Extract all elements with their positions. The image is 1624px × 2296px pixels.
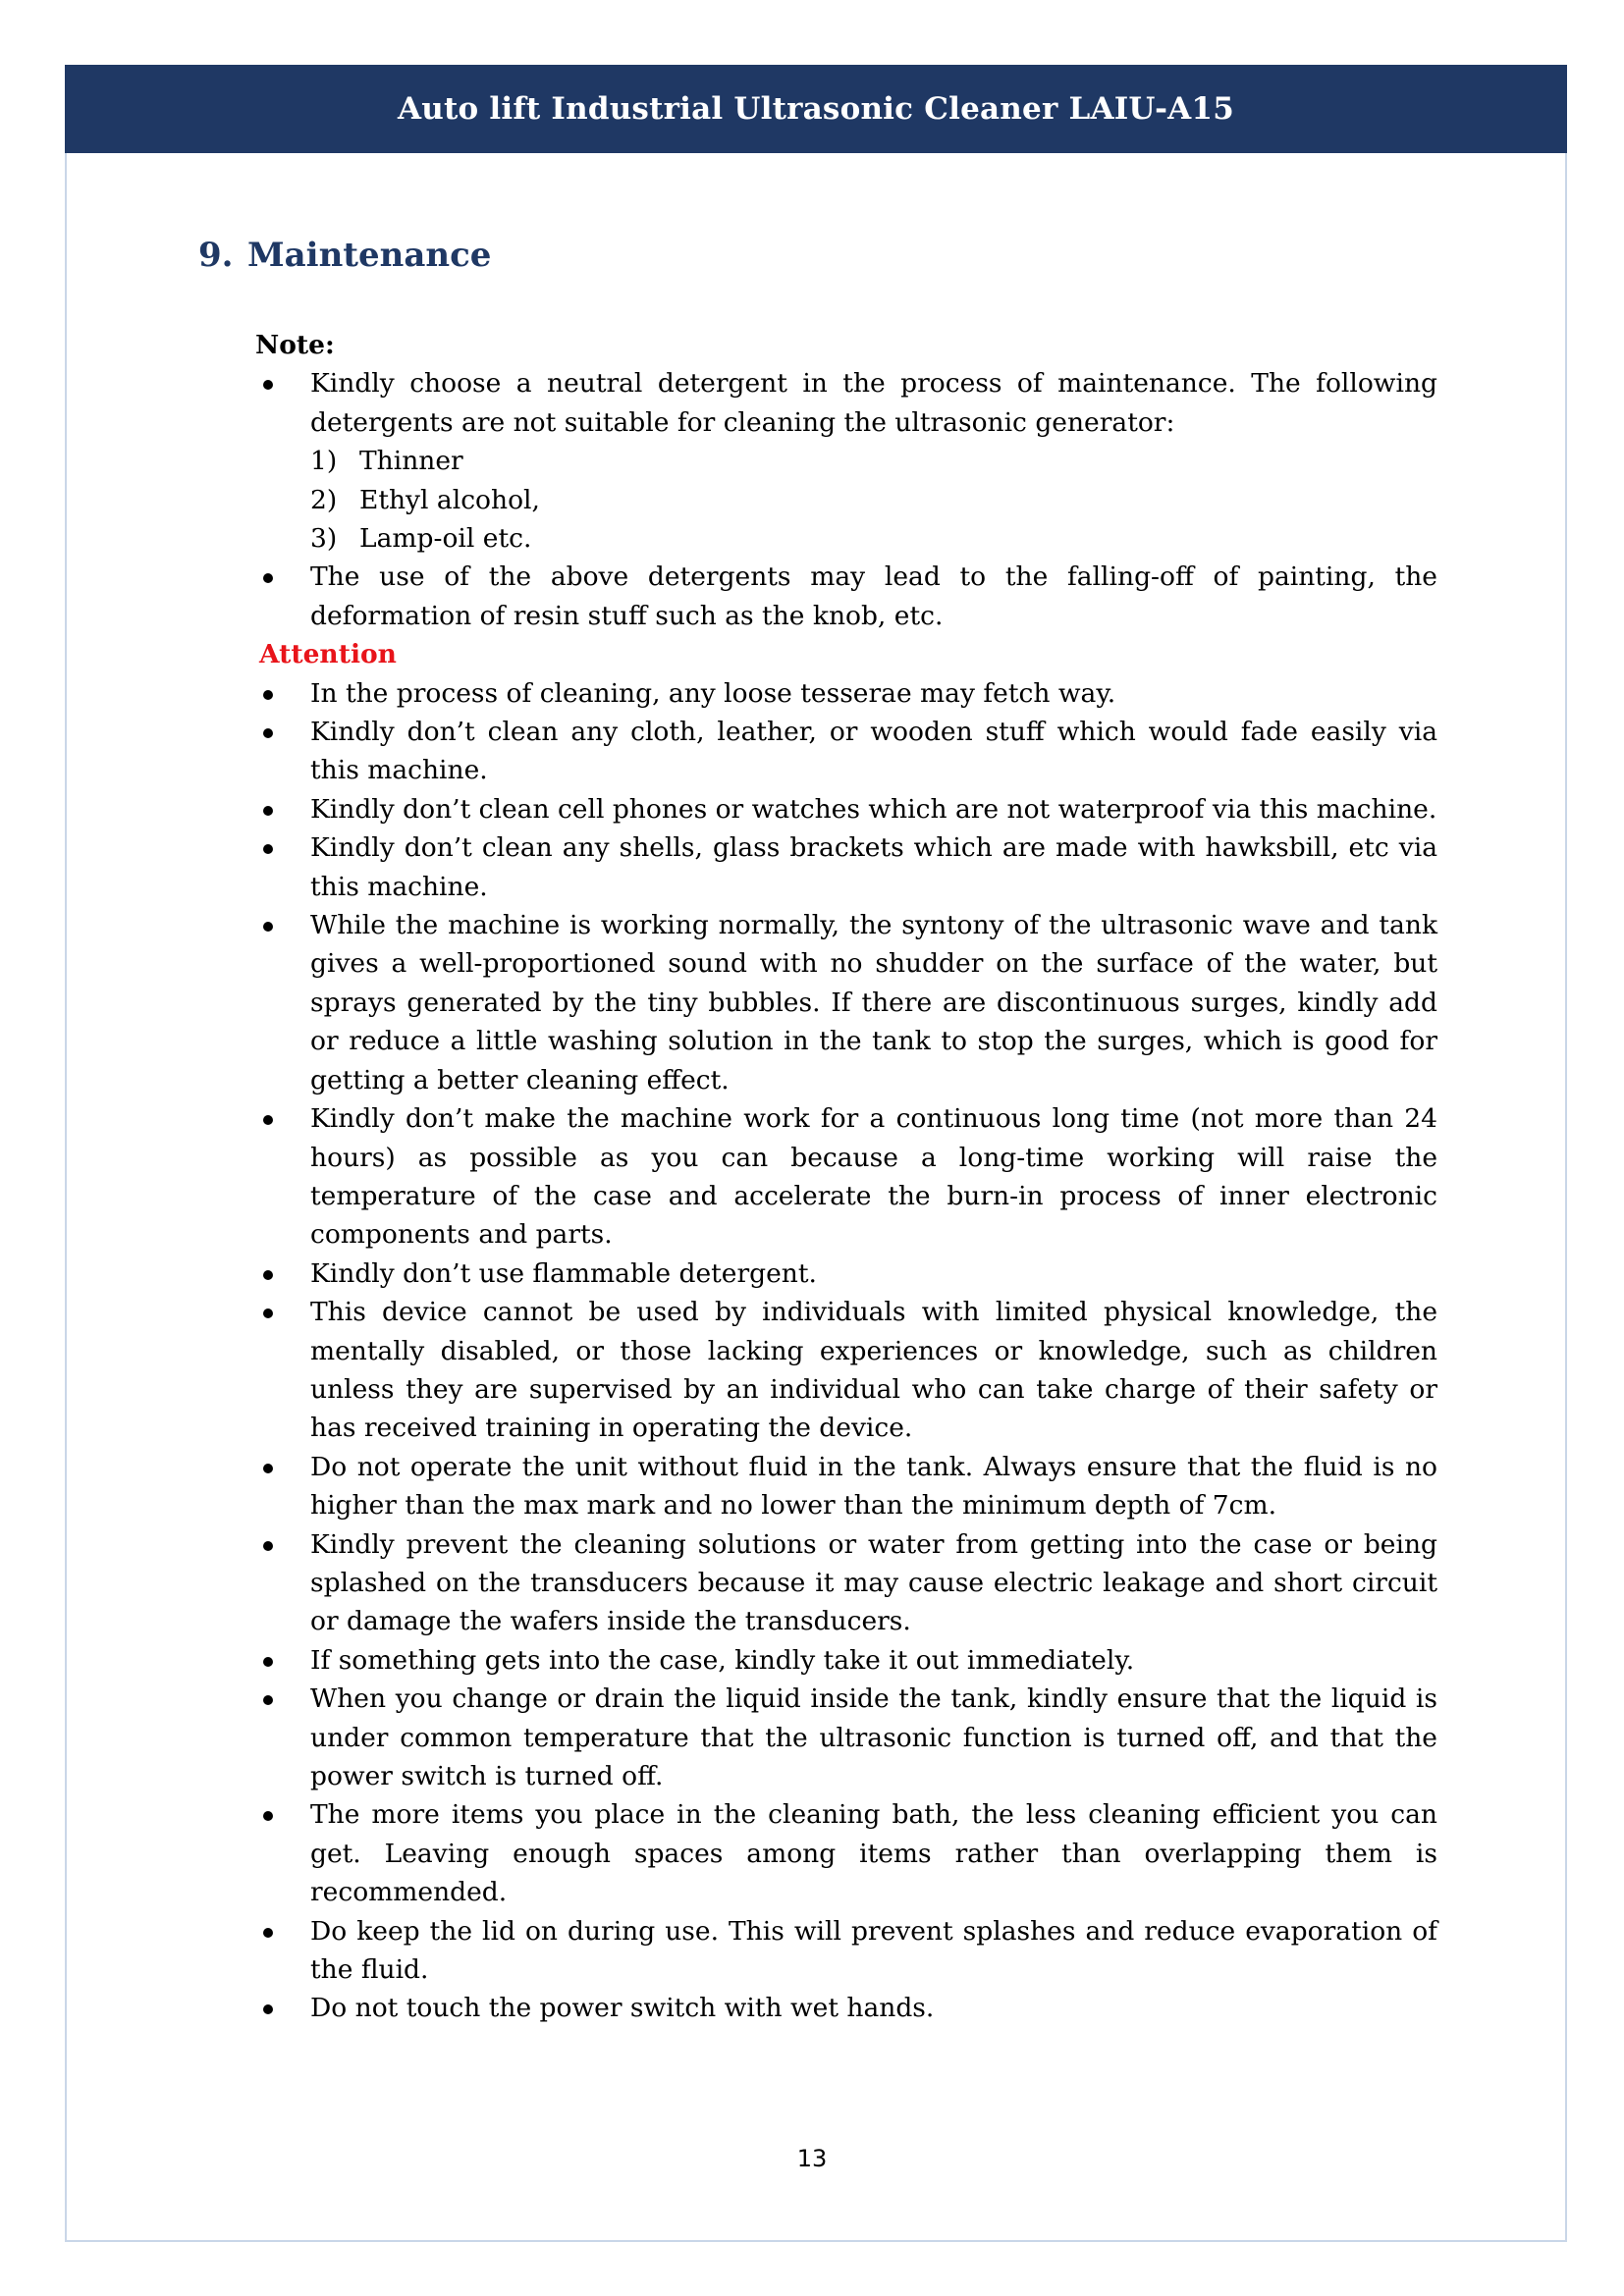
- bullet-icon: [263, 2004, 273, 2014]
- attention-item-text: In the process of cleaning, any loose tesserae may fetch way.: [310, 677, 1116, 709]
- bullet-icon: [263, 922, 273, 932]
- bullet-icon: [263, 690, 273, 700]
- content-body: [255, 326, 1437, 2028]
- list-number: 2): [310, 484, 338, 515]
- list-item: [255, 1448, 1437, 1525]
- bullet-icon: [263, 1657, 273, 1667]
- bullet-icon: [263, 1308, 273, 1318]
- bullet-icon: [263, 1464, 273, 1473]
- bullet-icon: [263, 728, 273, 738]
- list-item: [310, 519, 1437, 558]
- list-item: [255, 1680, 1437, 1795]
- attention-item-text: The more items you place in the cleaning bath, the less cleaning efficient you can get. Leaving enough spaces among items rather than overlapping them is recommended.: [310, 1799, 1437, 1908]
- list-item: [255, 1795, 1437, 1911]
- attention-item-text: Do keep the lid on during use. This will prevent splashes and reduce evaporation of the fluid.: [310, 1915, 1437, 1986]
- list-number: 3): [310, 523, 338, 555]
- attention-item-text: Kindly prevent the cleaning solutions or water from getting into the case or being splashed on the transducers because it may cause electric leakage and short circuit or damage the wafers inside the transducers.: [310, 1528, 1437, 1637]
- bullet-icon: [263, 573, 273, 583]
- bullet-icon: [263, 1695, 273, 1705]
- header-band: [65, 65, 1567, 153]
- list-item: [255, 1255, 1437, 1293]
- list-text: Thinner: [359, 446, 463, 477]
- list-item: [255, 1989, 1437, 2027]
- note-bullet-text: Kindly choose a neutral detergent in the process of maintenance. The following detergents are not suitable for cleaning the ultrasonic generator:: [310, 368, 1437, 438]
- page-number: 13: [796, 2145, 828, 2172]
- attention-item-text: Kindly don’t make the machine work for a continuous long time (not more than 24 hours) as possible as you can because a long-time working will raise the temperature of the case and accelerate the burn-in process of inner electronic components and parts.: [310, 1103, 1437, 1251]
- document-title: Auto lift Industrial Ultrasonic Cleaner LAIU-A15: [398, 91, 1234, 127]
- bullet-icon: [263, 844, 273, 854]
- list-number: 1): [310, 446, 338, 477]
- bullet-icon: [263, 1928, 273, 1938]
- attention-item-text: If something gets into the case, kindly take it out immediately.: [310, 1644, 1135, 1676]
- bullet-icon: [263, 380, 273, 390]
- list-item: [310, 481, 1437, 519]
- list-text: Lamp-oil etc.: [359, 523, 532, 555]
- list-item: [255, 906, 1437, 1099]
- section-title: Maintenance: [247, 236, 492, 275]
- attention-item-text: Kindly don’t clean any cloth, leather, or wooden stuff which would fade easily via this machine.: [310, 717, 1437, 786]
- list-item: [255, 828, 1437, 906]
- attention-item-text: This device cannot be used by individuals with limited physical knowledge, the mentally disabled, or those lacking experiences or knowledge, such as children unless they are supervised by an individual who can take charge of their safety or has received training in operating the device.: [310, 1297, 1437, 1444]
- note-label: Note:: [255, 330, 335, 360]
- section-heading: [198, 236, 491, 275]
- attention-item-text: While the machine is working normally, the syntony of the ultrasonic wave and tank gives a well-proportioned sound with no shudder on the surface of the water, but sprays generated by the tiny bubbles. If there are discontinuous surges, kindly add or reduce a little washing solution in the tank to stop the surges, which is good for getting a better cleaning effect.: [310, 910, 1437, 1095]
- list-item: [255, 1912, 1437, 1990]
- attention-item-text: Kindly don’t clean any shells, glass brackets which are made with hawksbill, etc via this machine.: [310, 832, 1437, 902]
- attention-item-text: Do not operate the unit without fluid in the tank. Always ensure that the fluid is no higher than the max mark and no lower than the minimum depth of 7cm.: [310, 1451, 1437, 1522]
- bullet-icon: [263, 1270, 273, 1280]
- attention-list: [255, 674, 1437, 2028]
- bullet-icon: [263, 1541, 273, 1551]
- note-bullet-text: The use of the above detergents may lead to the falling-off of painting, the deformation of resin stuff such as the knob, etc.: [310, 561, 1437, 631]
- list-item: [255, 1099, 1437, 1255]
- section-number: 9.: [198, 236, 234, 275]
- note-list: [255, 364, 1437, 635]
- detergent-list: [310, 442, 1437, 558]
- list-item: [255, 1641, 1437, 1680]
- list-text: Ethyl alcohol,: [359, 484, 540, 515]
- attention-label: Attention: [259, 639, 397, 670]
- attention-item-text: Kindly don’t clean cell phones or watches which are not waterproof via this machine.: [310, 793, 1437, 825]
- list-item: [255, 558, 1437, 635]
- list-item: [310, 442, 1437, 480]
- list-item: [255, 790, 1437, 828]
- bullet-icon: [263, 806, 273, 816]
- bullet-icon: [263, 1811, 273, 1821]
- attention-item-text: Do not touch the power switch with wet hands.: [310, 1993, 935, 2024]
- list-item: [255, 713, 1437, 790]
- list-item: [255, 674, 1437, 713]
- attention-item-text: Kindly don’t use flammable detergent.: [310, 1257, 817, 1289]
- attention-item-text: When you change or drain the liquid inside the tank, kindly ensure that the liquid is under common temperature that the ultrasonic function is turned off, and that the power switch is turned off.: [310, 1683, 1437, 1791]
- list-item: [255, 1293, 1437, 1448]
- list-item: [255, 1525, 1437, 1641]
- bullet-icon: [263, 1115, 273, 1125]
- list-item: [255, 364, 1437, 558]
